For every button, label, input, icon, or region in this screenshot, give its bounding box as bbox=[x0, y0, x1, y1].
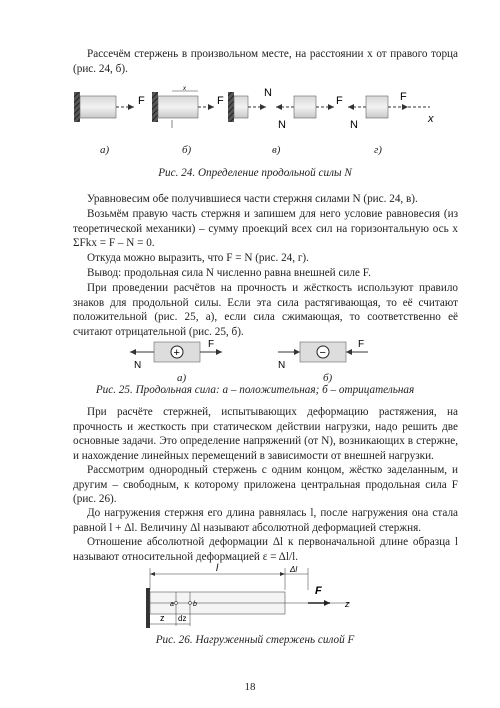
bar-d bbox=[366, 96, 388, 118]
paragraph-7: При расчёте стержней, испытывающих деформацию растяжения, на прочность и жесткость при статическом действии нагрузки, надо решить две основные задачи. Это определение напряжений (от N), возникающих в стержне, и нахождение линейных перемещений в зависимости от внешней нагрузки. bbox=[73, 406, 458, 462]
fig25-label-N-b: N bbox=[278, 360, 286, 371]
fig26-label-dz: dz bbox=[178, 614, 187, 623]
paragraph-10: Отношение абсолютной деформации Δl к первоначальной длине образца l называют относительной деформацией ε = Δl/l. bbox=[73, 536, 458, 563]
fig26-label-l: l bbox=[216, 563, 219, 574]
figure-25 bbox=[120, 338, 420, 384]
bar-c-left bbox=[234, 96, 248, 118]
fig26-label-z-axis: z bbox=[345, 599, 350, 609]
paragraph-5: Вывод: продольная сила N численно равна внешней силе F. bbox=[87, 267, 371, 279]
fig24-sub-c: в) bbox=[272, 144, 281, 156]
wall-b bbox=[152, 92, 158, 122]
fig26-label-dl: Δl bbox=[290, 565, 298, 574]
label-x-b: x bbox=[183, 86, 186, 92]
paragraph-1: Рассечём стержень в произвольном месте, на расстоянии x от правого торца (рис. 24, б). bbox=[73, 48, 458, 75]
fig26-label-a: a bbox=[170, 601, 174, 608]
figure-24-drawing bbox=[60, 82, 460, 160]
fig24-sub-d: г) bbox=[374, 144, 382, 156]
plus-sign: + bbox=[173, 347, 180, 359]
fig26-label-z: z bbox=[160, 613, 165, 623]
label-F-c: F bbox=[336, 95, 343, 107]
paragraph-9: До нагружения стержня его длина равнялась l, после нагружения она стала равной l + Δl. Величину Δl называют абсолютной деформацией стержня. bbox=[73, 507, 458, 534]
figure-25-drawing bbox=[120, 338, 420, 384]
fig25-sub-b: б) bbox=[323, 372, 333, 384]
minus-sign: − bbox=[319, 347, 326, 359]
bar-c-right bbox=[294, 96, 316, 118]
figure-26-caption: Рис. 26. Нагруженный стержень силой F bbox=[155, 634, 355, 646]
fig25-label-F-b: F bbox=[358, 339, 365, 350]
figure-26 bbox=[140, 562, 380, 630]
wall-c bbox=[228, 92, 234, 122]
label-F-d: F bbox=[400, 91, 407, 103]
label-F-a: F bbox=[138, 95, 145, 107]
label-N-d: N bbox=[350, 119, 358, 131]
fig24-sub-b: б) bbox=[182, 144, 192, 156]
figure-24 bbox=[60, 82, 460, 160]
bar-b bbox=[158, 96, 198, 118]
label-N-c2: N bbox=[278, 119, 286, 131]
figure-25-caption: Рис. 25. Продольная сила: а – положительная; б – отрицательная bbox=[95, 384, 415, 396]
bar-a bbox=[80, 96, 116, 118]
paragraph-3: Возьмём правую часть стержня и запишем для него условие равновесия (из теоретической механики) – сумму проекций всех сил на горизонтальную ось x ΣFkx = F – N = 0. bbox=[73, 208, 458, 250]
fig25-sub-a: а) bbox=[177, 372, 187, 384]
figure-26-drawing bbox=[140, 562, 380, 630]
label-x-d: x bbox=[428, 113, 434, 125]
wall-a bbox=[74, 92, 80, 122]
paragraph-6: При проведении расчётов на прочность и жёсткость используют правило знаков для продольной силы. Если эта сила растягивающая, то её считают положительной (рис. 25, а), если сила сжимающая, то соответственно её считают отрицательной (рис. 25, б). bbox=[73, 282, 458, 338]
fig26-label-b: b bbox=[193, 601, 197, 608]
fig24-sub-a: а) bbox=[100, 144, 110, 156]
page-number: 18 bbox=[244, 681, 256, 693]
fig25-label-F-a: F bbox=[208, 339, 215, 350]
label-N-c1: N bbox=[264, 87, 272, 99]
paragraph-2: Уравновесим обе получившиеся части стержня силами N (рис. 24, в). bbox=[87, 193, 418, 205]
fig26-wall bbox=[146, 588, 150, 628]
fig26-label-F: F bbox=[315, 585, 322, 597]
paragraph-4: Откуда можно выразить, что F = N (рис. 24, г). bbox=[87, 252, 309, 264]
paragraph-8: Рассмотрим однородный стержень с одним концом, жёстко заделанным, и другим – свободным, к которому приложена центральная продольная сила F (рис. 26). bbox=[73, 464, 458, 506]
figure-24-caption: Рис. 24. Определение продольной силы N bbox=[158, 167, 352, 179]
fig25-label-N-a: N bbox=[134, 360, 142, 371]
label-F-b: F bbox=[217, 95, 224, 107]
